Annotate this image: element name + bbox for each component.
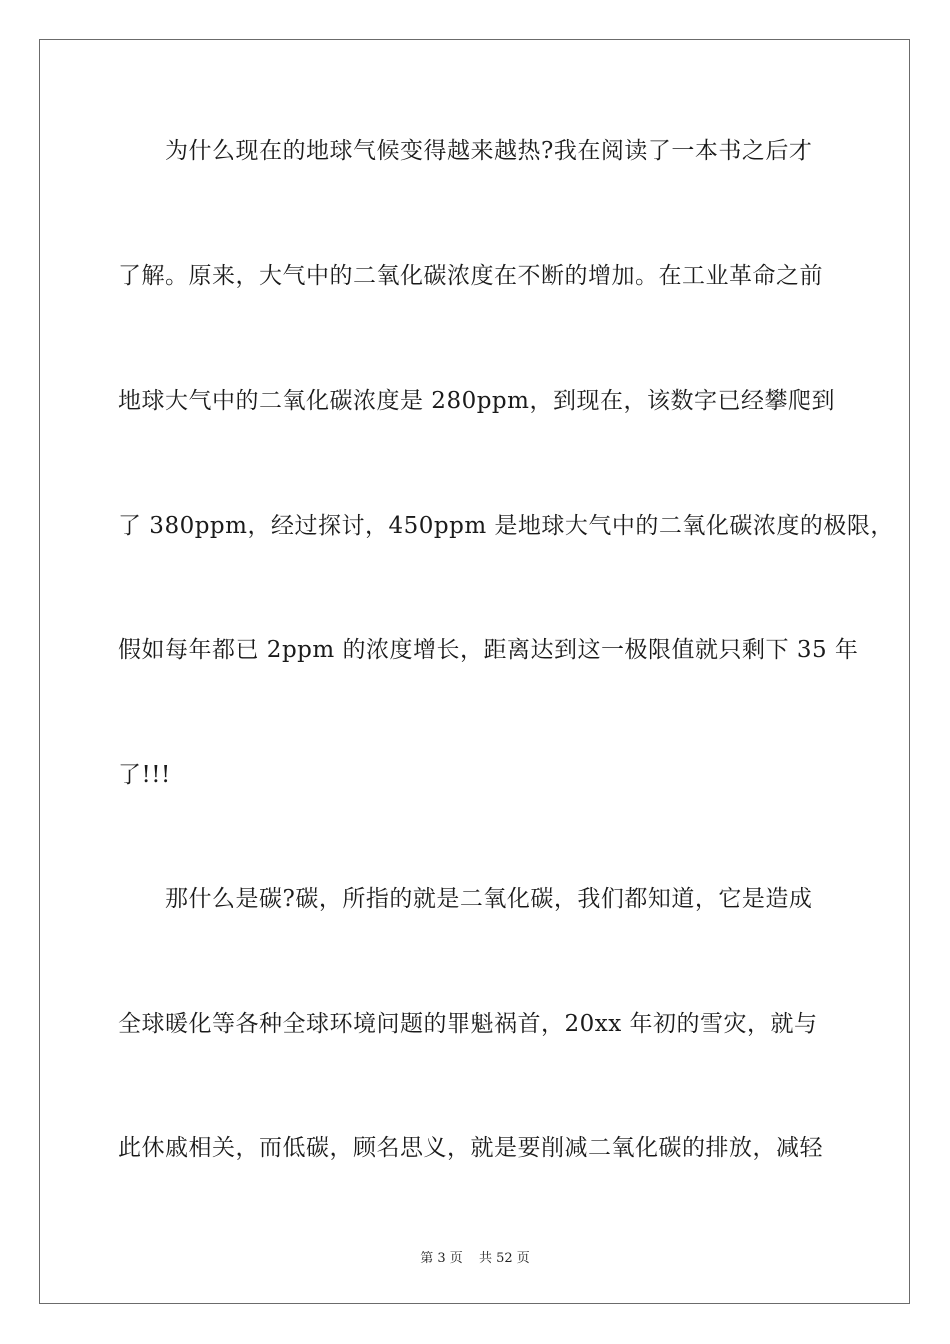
page-total: 共 52 页	[478, 1251, 530, 1266]
paragraph-2-line-2: 全球暖化等各种全球环境问题的罪魁祸首，20xx 年初的雪灾，就与	[118, 1011, 818, 1037]
paragraph-2-line-3: 此休戚相关，而低碳，顾名思义，就是要削减二氧化碳的排放，减轻	[118, 1135, 823, 1161]
paragraph-1-line-2: 了解。原来，大气中的二氧化碳浓度在不断的增加。在工业革命之前	[118, 263, 823, 289]
paragraph-1-line-5: 假如每年都已 2ppm 的浓度增长，距离达到这一极限值就只剩下 35 年	[118, 637, 859, 663]
paragraph-2-line-1: 那什么是碳?碳，所指的就是二氧化碳，我们都知道，它是造成	[165, 886, 813, 912]
page-border	[39, 39, 910, 1304]
paragraph-1-line-1: 为什么现在的地球气候变得越来越热?我在阅读了一本书之后才	[165, 138, 813, 164]
page-number: 第 3 页	[420, 1251, 463, 1266]
paragraph-1-line-6: 了!!!	[118, 762, 171, 788]
paragraph-1-line-4: 了 380ppm，经过探讨，450ppm 是地球大气中的二氧化碳浓度的极限，	[118, 513, 894, 539]
paragraph-1-line-3: 地球大气中的二氧化碳浓度是 280ppm，到现在，该数字已经攀爬到	[118, 388, 835, 414]
page-footer	[0, 1247, 950, 1266]
